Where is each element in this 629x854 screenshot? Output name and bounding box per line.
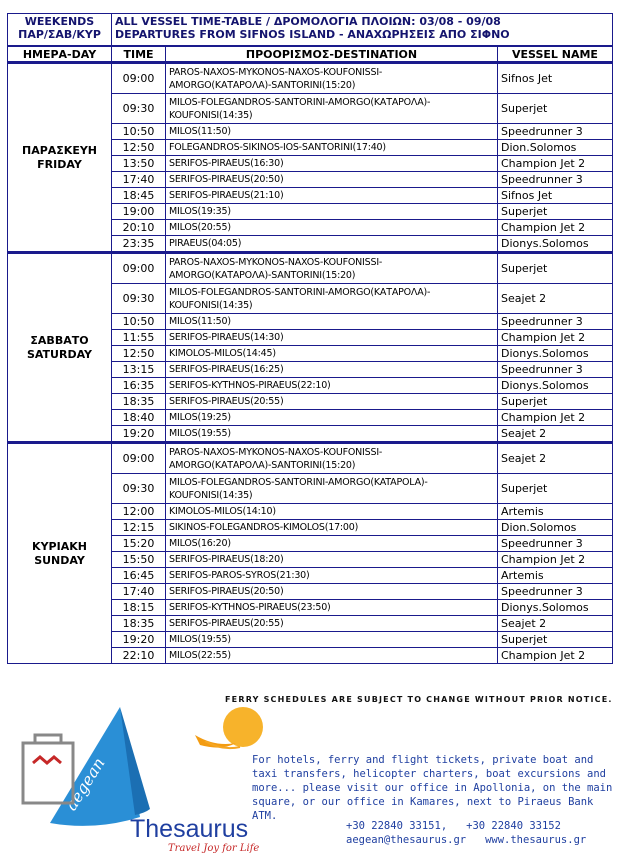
destination-text: MILOS(22:55) — [169, 650, 231, 661]
sun-icon — [223, 707, 263, 747]
destination-text: SERIFOS-KYTHNOS-PIRAEUS(22:10) — [169, 380, 331, 391]
destination-cell — [166, 394, 498, 410]
departure-time: 15:50 — [112, 552, 166, 568]
contact-block — [346, 819, 586, 847]
destination-text: MILOS(11:50) — [169, 316, 231, 327]
departure-time: 09:30 — [112, 94, 166, 124]
destination-cell — [166, 253, 498, 284]
vessel-name: Champion Jet 2 — [498, 552, 613, 568]
vessel-name: Speedrunner 3 — [498, 314, 613, 330]
vessel-name: Seajet 2 — [498, 443, 613, 474]
vessel-name: Champion Jet 2 — [498, 220, 613, 236]
destination-text: MILOS-FOLEGANDROS-SANTORINI-AMORGO(KATAPOLA)- — [169, 476, 428, 488]
col-header-vessel: VESSEL NAME — [498, 46, 613, 63]
destination-cell — [166, 632, 498, 648]
destination-text: MILOS(20:55) — [169, 222, 231, 233]
brand-name: Thesaurus — [130, 815, 249, 843]
destination-cell — [166, 426, 498, 443]
departure-time: 10:50 — [112, 314, 166, 330]
email-link[interactable]: aegean@thesaurus.gr — [346, 834, 467, 846]
destination-cell — [166, 124, 498, 140]
destination-text-line2: AMORGO(ΚΑΤΑΡΟΛΑ)-SANTORINI(15:20) — [169, 79, 356, 91]
destination-text-line2: KOUFONISI(14:35) — [169, 299, 253, 311]
destination-text: SERIFOS-PAROS-SYROS(21:30) — [169, 570, 310, 581]
destination-text: SIKINOS-FOLEGANDROS-KIMOLOS(17:00) — [169, 522, 359, 533]
destination-text: SERIFOS-PIRAEUS(14:30) — [169, 332, 284, 343]
destination-cell — [166, 600, 498, 616]
vessel-name: Champion Jet 2 — [498, 410, 613, 426]
destination-text: MILOS(19:55) — [169, 428, 231, 439]
tower-icon — [23, 743, 73, 803]
sail-text: aegean — [61, 754, 109, 814]
destination-text: SERIFOS-PIRAEUS(21:10) — [169, 190, 284, 201]
departure-time: 09:00 — [112, 253, 166, 284]
destination-text: MILOS(19:35) — [169, 206, 231, 217]
departure-time: 13:50 — [112, 156, 166, 172]
departure-time: 22:10 — [112, 648, 166, 664]
page-subtitle: DEPARTURES FROM SIFNOS ISLAND - ΑΝΑΧΩΡΗΣΕΙΣ ΑΠΟ ΣΙΦΝΟ — [115, 28, 510, 41]
day-name-greek: ΚΥΡΙΑΚΗ — [32, 539, 87, 553]
destination-text: SERIFOS-KYTHNOS-PIRAEUS(23:50) — [169, 602, 331, 613]
destination-text: KIMOLOS-MILOS(14:10) — [169, 506, 276, 517]
departure-time: 09:00 — [112, 63, 166, 94]
departure-time: 13:15 — [112, 362, 166, 378]
weekends-label: WEEKENDS — [24, 15, 95, 28]
col-header-day: ΗΜΕΡΑ-DAY — [8, 46, 112, 63]
vessel-name: Artemis — [498, 568, 613, 584]
departure-time: 09:00 — [112, 443, 166, 474]
departure-time: 09:30 — [112, 284, 166, 314]
departure-time: 10:50 — [112, 124, 166, 140]
destination-text: SERIFOS-PIRAEUS(16:25) — [169, 364, 284, 375]
destination-text: KIMOLOS-MILOS(14:45) — [169, 348, 276, 359]
departure-time: 23:35 — [112, 236, 166, 253]
destination-cell — [166, 536, 498, 552]
destination-cell — [166, 568, 498, 584]
vessel-name: Superjet — [498, 632, 613, 648]
destination-cell — [166, 378, 498, 394]
departure-time: 17:40 — [112, 584, 166, 600]
phone-1: +30 22840 33151, — [346, 820, 448, 832]
departure-time: 19:20 — [112, 426, 166, 443]
departure-time: 19:20 — [112, 632, 166, 648]
destination-text-line2: AMORGO(ΚΑΤΑΡΟΛΑ)-SANTORINI(15:20) — [169, 459, 356, 471]
departure-time: 19:00 — [112, 204, 166, 220]
vessel-name: Sifnos Jet — [498, 188, 613, 204]
departure-time: 18:40 — [112, 410, 166, 426]
destination-cell — [166, 504, 498, 520]
vessel-name: Dion.Solomos — [498, 520, 613, 536]
thesaurus-logo — [0, 705, 290, 854]
col-header-destination: ΠΡΟΟΡΙΣΜΟΣ-DESTINATION — [166, 46, 498, 63]
destination-text: SERIFOS-PIRAEUS(16:30) — [169, 158, 284, 169]
destination-cell — [166, 204, 498, 220]
vessel-name: Dionys.Solomos — [498, 346, 613, 362]
vessel-name: Dion.Solomos — [498, 140, 613, 156]
destination-cell — [166, 63, 498, 94]
destination-text: SERIFOS-PIRAEUS(20:55) — [169, 396, 284, 407]
day-name-english: SUNDAY — [34, 553, 85, 567]
vessel-name: Champion Jet 2 — [498, 648, 613, 664]
schedule-row — [8, 253, 613, 284]
destination-cell — [166, 284, 498, 314]
schedule-row — [8, 443, 613, 474]
departure-time: 16:35 — [112, 378, 166, 394]
destination-cell — [166, 314, 498, 330]
departure-time: 12:00 — [112, 504, 166, 520]
destination-text: SERIFOS-PIRAEUS(20:50) — [169, 586, 284, 597]
destination-cell — [166, 443, 498, 474]
destination-text: PAROS-NAXOS-MYKONOS-NAXOS-KOUFONISSI- — [169, 66, 383, 78]
vessel-name: Superjet — [498, 94, 613, 124]
destination-cell — [166, 172, 498, 188]
destination-cell — [166, 236, 498, 253]
departure-time: 16:45 — [112, 568, 166, 584]
destination-text: MILOS(19:55) — [169, 634, 231, 645]
day-name-english: SATURDAY — [26, 347, 93, 361]
destination-text-line2: KOUFONISI(14:35) — [169, 489, 253, 501]
header-row — [8, 14, 613, 47]
destination-text: MILOS(11:50) — [169, 126, 231, 137]
page-title: ALL VESSEL TIME-TABLE / ΔΡΟΜΟΛΟΓΙΑ ΠΛΟΙΩΝ: 03/08 - 09/08 — [115, 15, 501, 28]
departure-time: 12:15 — [112, 520, 166, 536]
vessel-name: Dionys.Solomos — [498, 236, 613, 253]
vessel-name: Speedrunner 3 — [498, 536, 613, 552]
title-cell — [112, 14, 613, 47]
weekends-cell — [8, 14, 112, 47]
destination-cell — [166, 94, 498, 124]
day-name-greek: ΣΑΒΒΑΤΟ — [30, 333, 89, 347]
website-link[interactable]: www.thesaurus.gr — [485, 834, 587, 846]
destination-text-line2: AMORGO(ΚΑΤΑΡΟΛΑ)-SANTORINI(15:20) — [169, 269, 356, 281]
destination-cell — [166, 346, 498, 362]
destination-text-line2: KOUFONISI(14:35) — [169, 109, 253, 121]
destination-cell — [166, 156, 498, 172]
day-cell — [8, 63, 112, 253]
departure-time: 20:10 — [112, 220, 166, 236]
destination-text: PAROS-NAXOS-MYKONOS-NAXOS-KOUFONISSI- — [169, 256, 383, 268]
destination-text: MILOS-FOLEGANDROS-SANTORINI-AMORGO(ΚΑΤΑΡΟΛΑ)- — [169, 286, 431, 298]
day-name-greek: ΠΑΡΑΣΚΕΥΗ — [21, 143, 98, 157]
vessel-name: Dionys.Solomos — [498, 378, 613, 394]
services-info: For hotels, ferry and flight tickets, private boat and taxi transfers, helicopter charters, boat excursions and more... please visit our office in Apollonia, on the main square, or our office in Kamares, next to Piraeus Bank ATM. — [252, 754, 613, 822]
col-header-time: TIME — [112, 46, 166, 63]
destination-cell — [166, 648, 498, 664]
destination-cell — [166, 616, 498, 632]
vessel-name: Seajet 2 — [498, 284, 613, 314]
vessel-name: Seajet 2 — [498, 426, 613, 443]
departure-time: 15:20 — [112, 536, 166, 552]
timetable — [7, 13, 613, 664]
destination-text: PAROS-NAXOS-MYKONOS-NAXOS-KOUFONISSI- — [169, 446, 383, 458]
destination-text: PIRAEUS(04:05) — [169, 238, 242, 249]
destination-cell — [166, 220, 498, 236]
departure-time: 12:50 — [112, 346, 166, 362]
destination-cell — [166, 520, 498, 536]
destination-text: SERIFOS-PIRAEUS(20:55) — [169, 618, 284, 629]
timetable-sheet — [7, 13, 612, 664]
destination-cell — [166, 584, 498, 600]
departure-time: 09:30 — [112, 474, 166, 504]
departure-time: 18:35 — [112, 394, 166, 410]
destination-text: FOLEGANDROS-SIKINOS-IOS-SANTORINI(17:40) — [169, 142, 386, 153]
vessel-name: Superjet — [498, 394, 613, 410]
destination-cell — [166, 552, 498, 568]
vessel-name: Champion Jet 2 — [498, 330, 613, 346]
destination-text: SERIFOS-PIRAEUS(20:50) — [169, 174, 284, 185]
vessel-name: Superjet — [498, 474, 613, 504]
destination-text: MILOS-FOLEGANDROS-SANTORINI-AMORGO(ΚΑΤΑΡΟΛΑ)- — [169, 96, 431, 108]
departure-time: 17:40 — [112, 172, 166, 188]
destination-cell — [166, 410, 498, 426]
vessel-name: Superjet — [498, 253, 613, 284]
destination-text: MILOS(19:25) — [169, 412, 231, 423]
departure-time: 12:50 — [112, 140, 166, 156]
weekdays-greek-label: ΠΑΡ/ΣΑΒ/ΚΥΡ — [18, 28, 101, 41]
column-header-row — [8, 46, 613, 63]
departure-time: 18:45 — [112, 188, 166, 204]
vessel-name: Speedrunner 3 — [498, 172, 613, 188]
departure-time: 18:15 — [112, 600, 166, 616]
day-cell — [8, 253, 112, 443]
schedule-notice: FERRY SCHEDULES ARE SUBJECT TO CHANGE WITHOUT PRIOR NOTICE. — [225, 695, 613, 704]
brand-tagline: Travel Joy for Life — [168, 843, 260, 854]
vessel-name: Dionys.Solomos — [498, 600, 613, 616]
vessel-name: Seajet 2 — [498, 616, 613, 632]
destination-cell — [166, 330, 498, 346]
vessel-name: Champion Jet 2 — [498, 156, 613, 172]
vessel-name: Speedrunner 3 — [498, 124, 613, 140]
vessel-name: Speedrunner 3 — [498, 362, 613, 378]
phone-2: +30 22840 33152 — [466, 820, 561, 832]
departure-time: 18:35 — [112, 616, 166, 632]
destination-cell — [166, 140, 498, 156]
schedule-row — [8, 63, 613, 94]
vessel-name: Sifnos Jet — [498, 63, 613, 94]
day-cell — [8, 443, 112, 664]
day-name-english: FRIDAY — [37, 157, 82, 171]
destination-cell — [166, 362, 498, 378]
departure-time: 11:55 — [112, 330, 166, 346]
vessel-name: Artemis — [498, 504, 613, 520]
destination-cell — [166, 474, 498, 504]
destination-text: SERIFOS-PIRAEUS(18:20) — [169, 554, 284, 565]
destination-text: MILOS(16:20) — [169, 538, 231, 549]
destination-cell — [166, 188, 498, 204]
vessel-name: Speedrunner 3 — [498, 584, 613, 600]
vessel-name: Superjet — [498, 204, 613, 220]
